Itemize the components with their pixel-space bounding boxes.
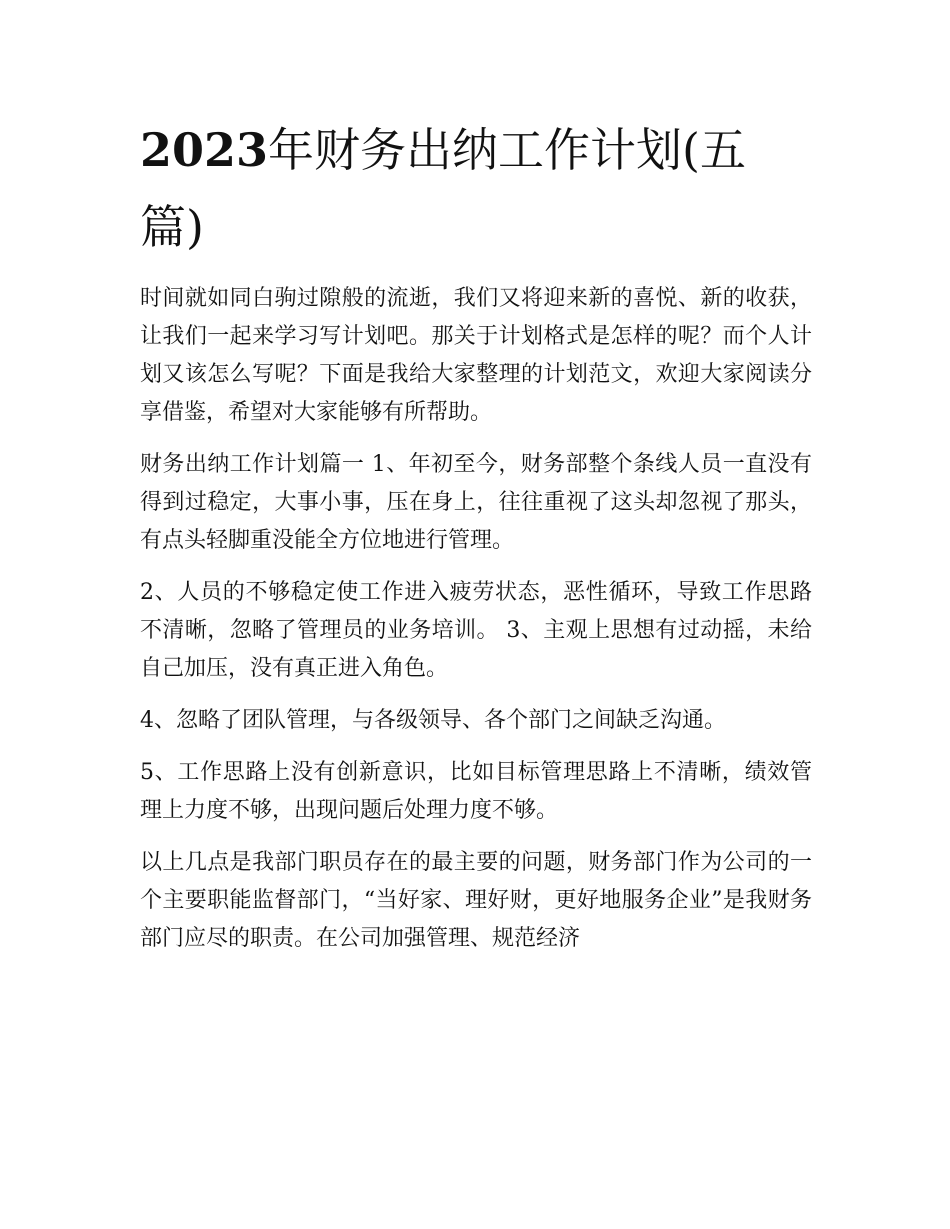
paragraph-2: 2、人员的不够稳定使工作进入疲劳状态，恶性循环，导致工作思路不清晰，忽略了管理员的业务培训。 3、主观上思想有过动摇，未给自己加压，没有真正进入角色。	[140, 580, 812, 681]
document-title	[140, 112, 800, 266]
paragraph-summary: 以上几点是我部门职员存在的最主要的问题，财务部门作为公司的一个主要职能监督部门，“当好家、理好财，更好地服务企业”是我财务部门应尽的职责。在公司加强管理、规范经济	[140, 850, 812, 951]
document-body	[140, 280, 812, 972]
paragraph-5: 5、工作思路上没有创新意识，比如目标管理思路上不清晰，绩效管理上力度不够，出现问题后处理力度不够。	[140, 760, 812, 823]
paragraph-intro: 时间就如同白驹过隙般的流逝，我们又将迎来新的喜悦、新的收获，让我们一起来学习写计划吧。那关于计划格式是怎样的呢？而个人计划又该怎么写呢？下面是我给大家整理的计划范文，欢迎大家阅读分享借鉴，希望对大家能够有所帮助。	[140, 286, 812, 425]
title-year: 2023	[140, 123, 269, 177]
paragraph-4: 4、忽略了团队管理，与各级领导、各个部门之间缺乏沟通。	[140, 708, 726, 733]
title-text: 年财务出纳工作计划(五篇)	[140, 123, 746, 254]
paragraph-1: 财务出纳工作计划篇一 1、年初至今，财务部整个条线人员一直没有得到过稳定，大事小事，压在身上，往往重视了这头却忽视了那头，有点头轻脚重没能全方位地进行管理。	[140, 452, 812, 553]
